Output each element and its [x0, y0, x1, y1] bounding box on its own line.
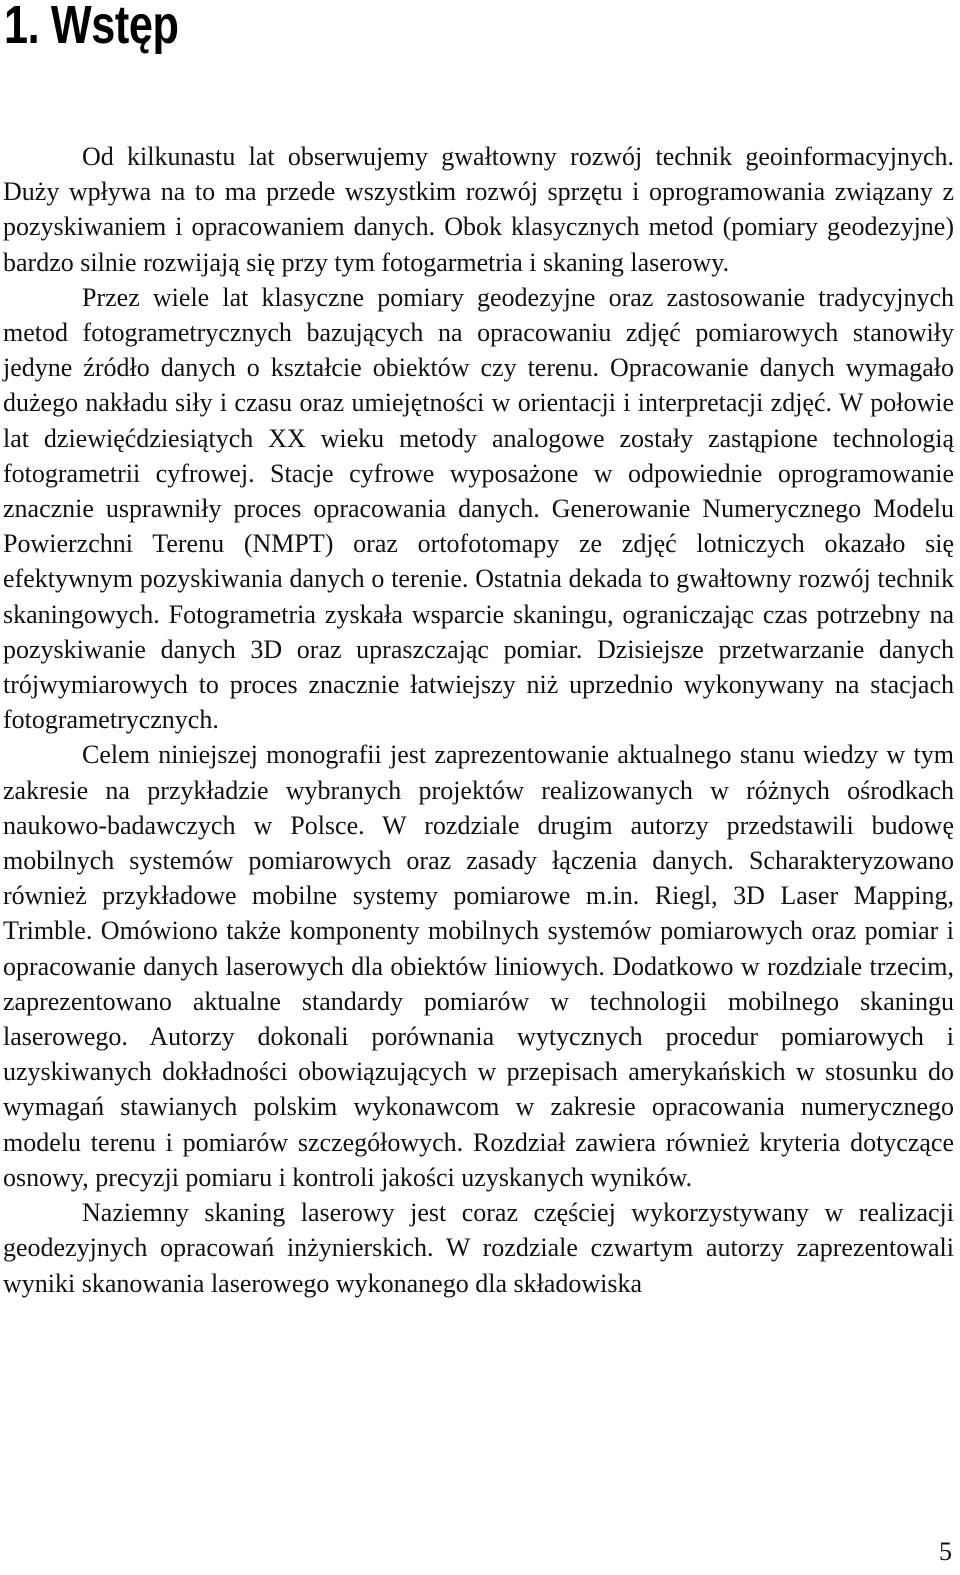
- paragraph: Naziemny skaning laserowy jest coraz częściej wykorzystywany w realizacji geodezyjnych opracowań inżynierskich. W rozdziale czwartym autorzy zaprezentowali wyniki skanowania laserowego wykonanego dla składowiska: [3, 1198, 954, 1298]
- chapter-title: 1. Wstęp: [4, 0, 179, 55]
- paragraph: Przez wiele lat klasyczne pomiary geodezyjne oraz zastosowanie tradycyjnych metod fotogrametrycznych bazujących na opracowaniu zdjęć pomiarowych stanowiły jedyne źródło danych o kształcie obiektów czy terenu. Opracowanie danych wymagało dużego nakładu siły i czasu oraz umiejętności w orientacji i interpretacji zdjęć. W połowie lat dziewięćdziesiątych XX wieku metody analogowe zostały zastąpione technologią fotogrametrii cyfrowej. Stacje cyfrowe wyposażone w odpowiednie oprogramowanie znacznie usprawniły proces opracowania danych. Generowanie Numerycznego Modelu Powierzchni Terenu (NMPT) oraz ortofotomapy ze zdjęć lotniczych okazało się efektywnym pozyskiwania danych o terenie. Ostatnia dekada to gwałtowny rozwój technik skaningowych. Fotogrametria zyskała wsparcie skaningu, ograniczając czas potrzebny na pozyskiwanie danych 3D oraz upraszczając pomiar. Dzisiejsze przetwarzanie danych trójwymiarowych to proces znacznie łatwiejszy niż uprzednio wykonywany na stacjach fotogrametrycznych.: [3, 282, 954, 735]
- page-number: 5: [939, 1537, 952, 1566]
- paragraph: Celem niniejszej monografii jest zaprezentowanie aktualnego stanu wiedzy w tym zakresie na przykładzie wybranych projektów realizowanych w różnych ośrodkach naukowo-badawczych w Polsce. W rozdziale drugim autorzy przedstawili budowę mobilnych systemów pomiarowych oraz zasady łączenia danych. Scharakteryzowano również przykładowe mobilne systemy pomiarowe m.in. Riegl, 3D Laser Mapping, Trimble. Omówiono także komponenty mobilnych systemów pomiarowych oraz pomiar i opracowanie danych laserowych dla obiektów liniowych. Dodatkowo w rozdziale trzecim, zaprezentowano aktualne standardy pomiarów w technologii mobilnego skaningu laserowego. Autorzy dokonali porównania wytycznych procedur pomiarowych i uzyskiwanych dokładności obowiązujących w przepisach amerykańskich w stosunku do wymagań stawianych polskim wykonawcom w zakresie opracowania numerycznego modelu terenu i pomiarów szczegółowych. Rozdział zawiera również kryteria dotyczące osnowy, precyzji pomiaru i kontroli jakości uzyskanych wyników.: [3, 740, 954, 1192]
- paragraph: Od kilkunastu lat obserwujemy gwałtowny rozwój technik geoinformacyjnych. Duży wpływa na to ma przede wszystkim rozwój sprzętu i oprogramowania związany z pozyskiwaniem i opracowaniem danych. Obok klasycznych metod (pomiary geodezyjne) bardzo silnie rozwijają się przy tym fotogarmetria i skaning laserowy.: [3, 142, 954, 277]
- chapter-body: [3, 139, 954, 1301]
